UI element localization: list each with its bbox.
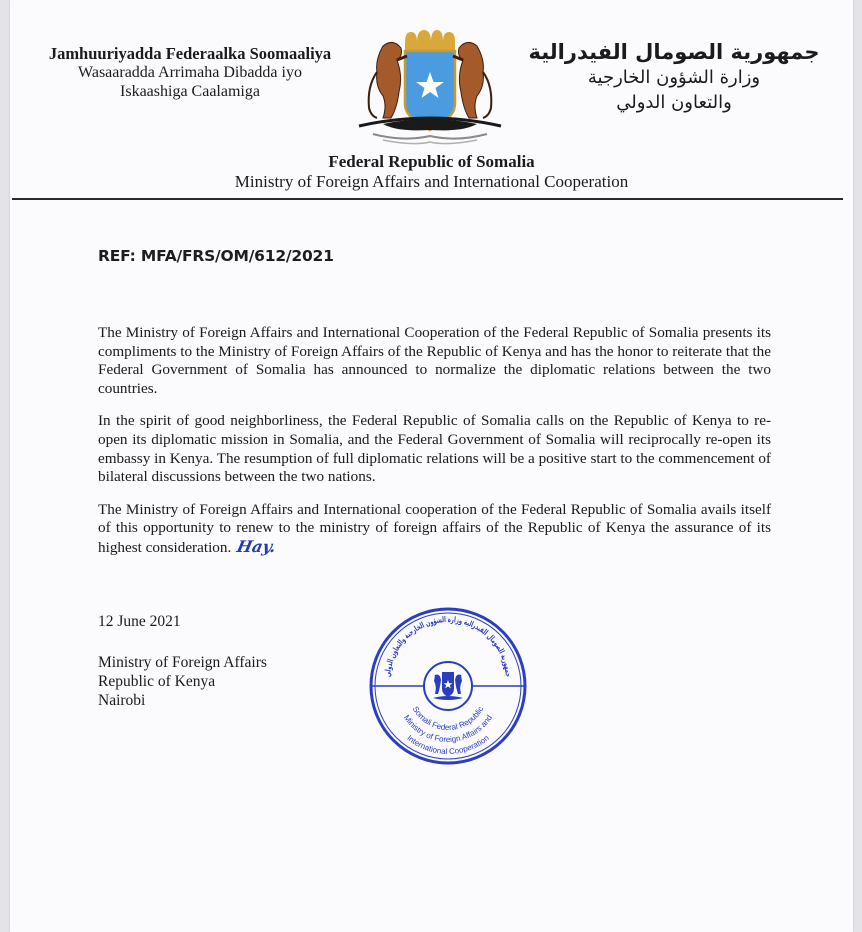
letterhead-english-line2: Ministry of Foreign Affairs and International Cooperation [234, 172, 629, 191]
recipient-line1: Ministry of Foreign Affairs [98, 653, 267, 671]
body-paragraph-3-text: The Ministry of Foreign Affairs and International cooperation of the Federal Republic of Somalia avails itself of this opportunity to renew to the ministry of foreign affairs of the Republic of Kenya the assurance of its highest consideration. [98, 500, 771, 556]
initials-signature: Hay. [235, 536, 279, 556]
letterhead [10, 26, 853, 148]
seal-english-line3: International Cooperation [405, 732, 491, 756]
letter-content [10, 200, 853, 806]
letterhead-english-line1: Federal Republic of Somalia [328, 152, 535, 171]
body-paragraph-2: In the spirit of good neighborliness, the Federal Republic of Somalia calls on the Republic of Kenya to re-open its diplomatic mission in Somalia, and the Federal Government of Somalia will reciprocally re-open its embassy in Kenya. The resumption of full diplomatic relations will be a positive start to the commencement of bilateral discussions between the two nations. [98, 412, 771, 486]
letterhead-arabic-line3: والتعاون الدولي [616, 92, 732, 113]
letterhead-arabic-line2: وزارة الشؤون الخارجية [587, 67, 761, 88]
somalia-coat-of-arms-icon [353, 26, 507, 148]
letterhead-somali-line2: Wasaaradda Arrimaha Dibadda iyo [78, 64, 302, 81]
closing-block [98, 606, 771, 766]
letterhead-somali-line3: Iskaashiga Caalamiga [120, 83, 260, 100]
letterhead-english [10, 152, 853, 192]
seal-english-line1: Somali Federal Republic [410, 704, 486, 732]
recipient-address [98, 653, 368, 710]
leopard-left-icon [368, 42, 406, 118]
letter-page [10, 0, 853, 932]
letterhead-arabic-line1: جمهورية الصومال الفيدرالية [528, 40, 820, 64]
recipient-line2: Republic of Kenya [98, 672, 216, 690]
letterhead-somali [30, 44, 350, 101]
recipient-line3: Nairobi [98, 691, 146, 709]
closing-text [98, 606, 368, 710]
crown-icon [405, 30, 455, 51]
official-seal-stamp [368, 606, 528, 766]
leopard-right-icon [453, 42, 491, 118]
body-paragraph-1: The Ministry of Foreign Affairs and International Cooperation of the Federal Republic of Somalia presents its compliments to the Ministry of Foreign Affairs of the Republic of Kenya and has the honor to reiterate that the Federal Government of Somalia has announced to normalize the diplomatic relations between the two countries. [98, 324, 771, 397]
seal-emblem-icon [433, 672, 463, 700]
seal-arabic-text: جمهورية الصومال الفيدرالية وزارة الشؤون الخارجية والتعاون الدولي [383, 614, 514, 679]
seal-english-line2: Ministry of Foreign Affairs and [401, 712, 494, 744]
body-paragraph-3 [98, 501, 771, 558]
letterhead-arabic [509, 40, 839, 115]
letterhead-somali-line1: Jamhuuriyadda Federaalka Soomaaliya [48, 44, 332, 63]
letter-date: 12 June 2021 [98, 612, 181, 630]
reference-number: REF: MFA/FRS/OM/612/2021 [98, 247, 334, 265]
